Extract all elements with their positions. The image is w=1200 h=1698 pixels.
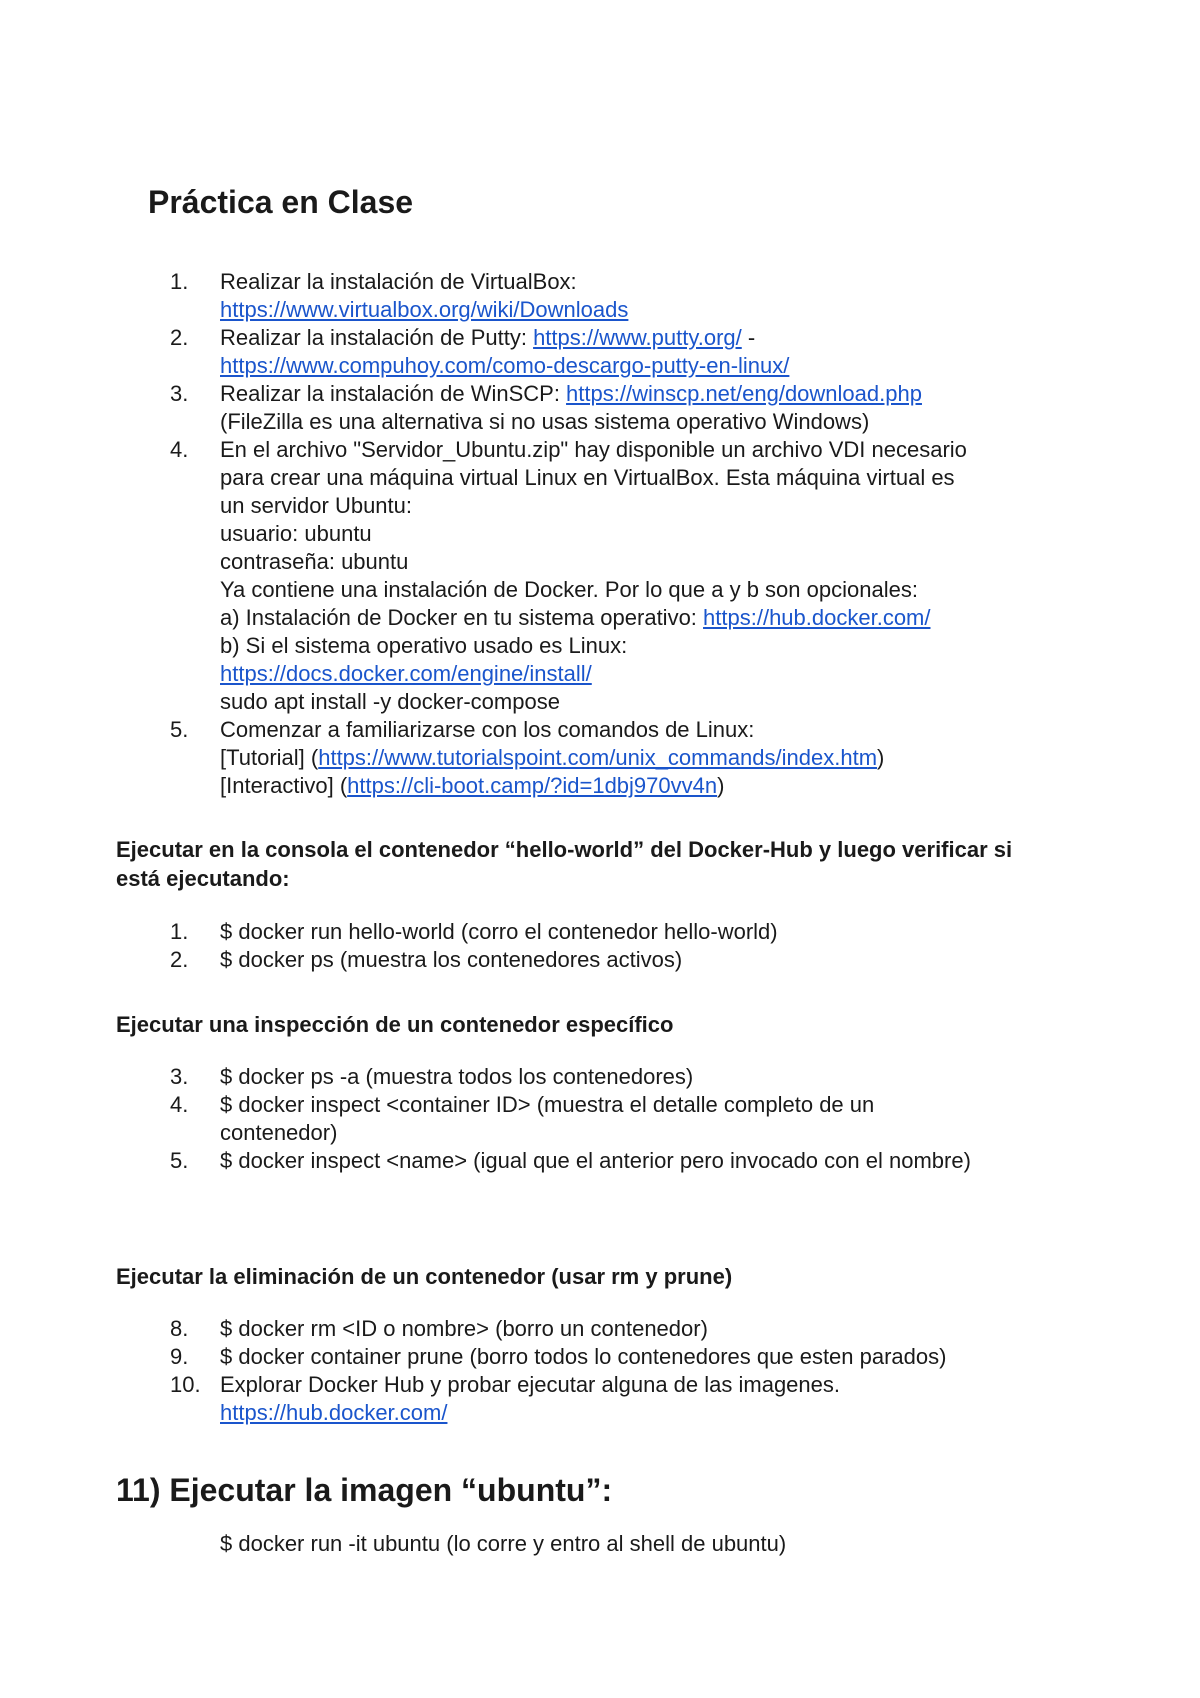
section-heading-inspect: Ejecutar una inspección de un contenedor específico (116, 1012, 674, 1037)
compuhoy-link[interactable]: https://www.compuhoy.com/como-descargo-putty-en-linux/ (220, 353, 790, 378)
list-number: 10. (170, 1372, 201, 1397)
list-item (0, 918, 1060, 946)
list-item (0, 1063, 1060, 1091)
list-item-1 (0, 268, 1060, 324)
list-item-text: En el archivo "Servidor_Ubuntu.zip" hay disponible un archivo VDI necesario (220, 437, 967, 462)
list-item-4 (0, 436, 1060, 716)
list-number: 3. (170, 1064, 189, 1089)
list-item-text: Comenzar a familiarizarse con los comandos de Linux: (220, 717, 755, 742)
list-item-text: para crear una máquina virtual Linux en VirtualBox. Esta máquina virtual es (220, 465, 955, 490)
list-item-text: Realizar la instalación de WinSCP: (220, 381, 567, 406)
list-item (0, 1343, 1060, 1371)
docker-hub-link[interactable]: https://hub.docker.com/ (220, 1400, 448, 1425)
virtualbox-link[interactable]: https://www.virtualbox.org/wiki/Downloads (220, 297, 629, 322)
list-item-text: $ docker inspect <name> (igual que el anterior pero invocado con el nombre) (220, 1148, 971, 1173)
list-number: 4. (170, 437, 189, 462)
section-heading-hello-world: Ejecutar en la consola el contenedor “hello-world” del Docker-Hub y luego verificar si está ejecutando: (116, 837, 1013, 891)
command-text: sudo apt install -y docker-compose (220, 689, 560, 714)
list-item-2 (0, 324, 1060, 380)
list-item-text: $ docker ps -a (muestra todos los contenedores) (220, 1064, 694, 1089)
list-number: 5. (170, 717, 189, 742)
interactive-label: [Interactivo] ( (220, 773, 348, 798)
list-number: 1. (170, 919, 189, 944)
list-item (0, 1091, 1060, 1147)
list-number: 5. (170, 1148, 189, 1173)
list-item-text: $ docker inspect <container ID> (muestra el detalle completo de un (220, 1092, 875, 1117)
hello-world-list (0, 918, 1060, 974)
remove-list (0, 1315, 1060, 1427)
list-item-text: Realizar la instalación de Putty: (220, 325, 534, 350)
list-item-text: $ docker run hello-world (corro el contenedor hello-world) (220, 919, 778, 944)
list-item-text: $ docker container prune (borro todos lo contenedores que esten parados) (220, 1344, 947, 1369)
tutorial-label: [Tutorial] ( (220, 745, 319, 770)
tutorialspoint-link[interactable]: https://www.tutorialspoint.com/unix_commands/index.htm (318, 745, 878, 770)
paren-close: ) (717, 773, 725, 798)
paren-close: ) (877, 745, 885, 770)
list-item-separator: - (741, 325, 756, 350)
putty-link[interactable]: https://www.putty.org/ (533, 325, 742, 350)
option-a-text: a) Instalación de Docker en tu sistema operativo: (220, 605, 704, 630)
docker-install-link[interactable]: https://docs.docker.com/engine/install/ (220, 661, 592, 686)
list-item (0, 1147, 1060, 1175)
list-item-5 (0, 716, 1060, 800)
list-item-3 (0, 380, 1060, 436)
username-text: usuario: ubuntu (220, 521, 372, 546)
list-item-text: contenedor) (220, 1120, 338, 1145)
list-item-text: $ docker rm <ID o nombre> (borro un contenedor) (220, 1316, 708, 1341)
option-b-text: b) Si el sistema operativo usado es Linux: (220, 633, 628, 658)
winscp-link[interactable]: https://winscp.net/eng/download.php (566, 381, 922, 406)
list-item-text: $ docker ps (muestra los contenedores activos) (220, 947, 683, 972)
list-number: 8. (170, 1316, 189, 1341)
list-number: 1. (170, 269, 189, 294)
list-item (0, 946, 1060, 974)
list-item (0, 1371, 1060, 1427)
list-item-text: Ya contiene una instalación de Docker. Por lo que a y b son opcionales: (220, 577, 918, 602)
list-item-text: Realizar la instalación de VirtualBox: (220, 269, 577, 294)
list-number: 4. (170, 1092, 189, 1117)
section-heading-ubuntu: 11) Ejecutar la imagen “ubuntu”: (116, 1472, 613, 1508)
ubuntu-command: $ docker run -it ubuntu (lo corre y entro al shell de ubuntu) (220, 1531, 787, 1556)
list-number: 3. (170, 381, 189, 406)
list-item (0, 1315, 1060, 1343)
list-number: 2. (170, 325, 189, 350)
list-item-text: Explorar Docker Hub y probar ejecutar alguna de las imagenes. (220, 1372, 840, 1397)
list-number: 2. (170, 947, 189, 972)
list-number: 9. (170, 1344, 189, 1369)
section-heading-remove: Ejecutar la eliminación de un contenedor (usar rm y prune) (116, 1264, 733, 1289)
password-text: contraseña: ubuntu (220, 549, 409, 574)
cli-bootcamp-link[interactable]: https://cli-boot.camp/?id=1dbj970vv4n (347, 773, 718, 798)
list-item-note: (FileZilla es una alternativa si no usas sistema operativo Windows) (220, 409, 870, 434)
setup-list (0, 268, 1060, 800)
page-title: Práctica en Clase (148, 184, 414, 220)
docker-hub-link[interactable]: https://hub.docker.com/ (703, 605, 931, 630)
list-item-text: un servidor Ubuntu: (220, 493, 412, 518)
inspect-list (0, 1063, 1060, 1175)
